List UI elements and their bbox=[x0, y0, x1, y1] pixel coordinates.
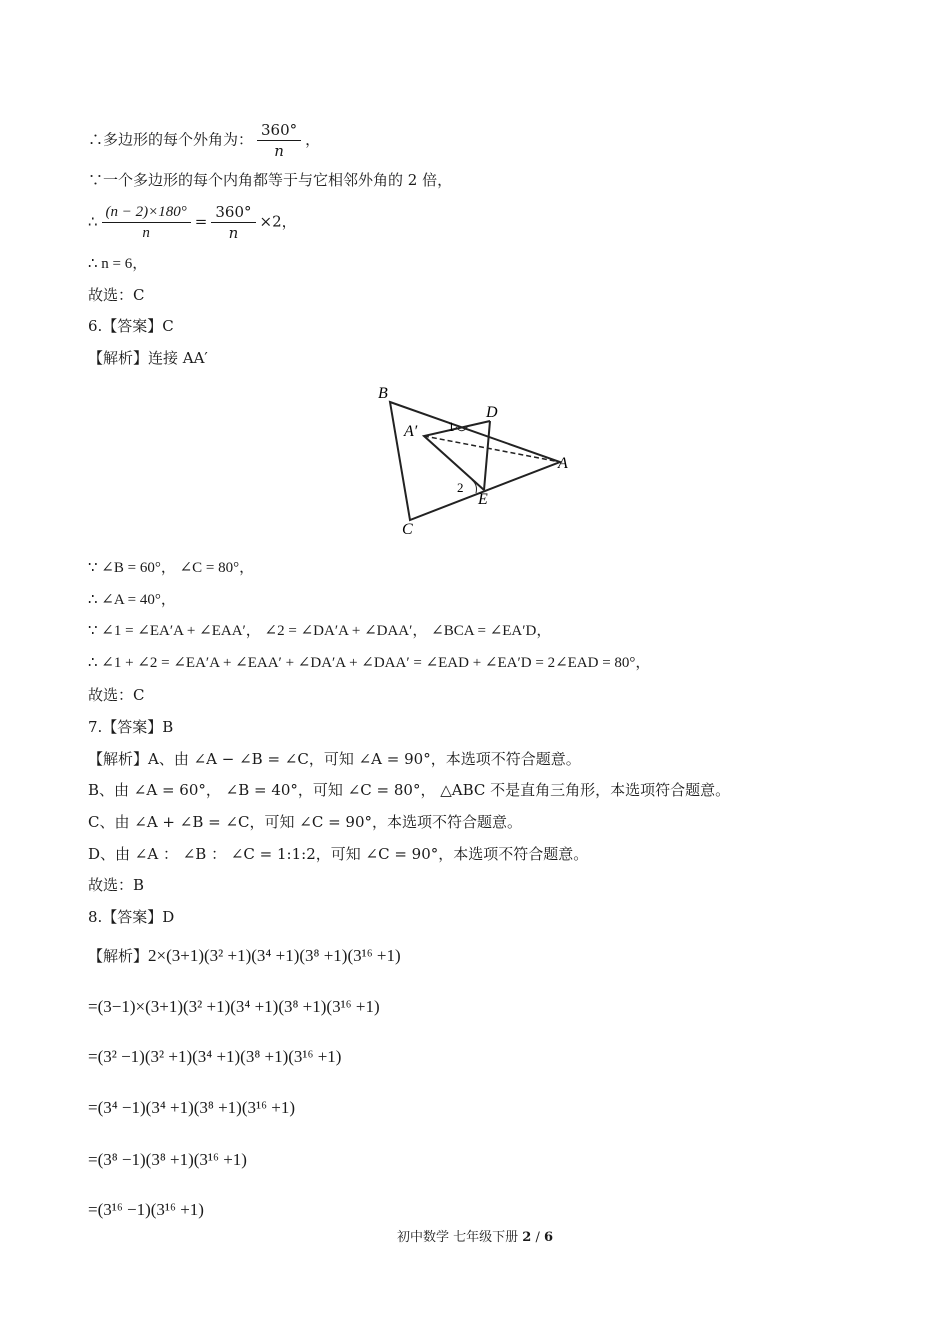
line-angle-sum: ∴ ∠1 + ∠2 = ∠EA′A + ∠EAA′ + ∠DA′A + ∠DAA′ = ∠EAD + ∠EA′D = 2∠EAD = 80°， bbox=[88, 655, 651, 671]
expression: 2×(3+1)(3² +1)(3⁴ +1)(3⁸ +1)(3¹⁶ +1) bbox=[148, 946, 401, 965]
numerator: 360° bbox=[257, 120, 301, 141]
line-choice-6: 故选：C bbox=[88, 686, 145, 704]
line-angle-a: ∴ ∠A = 40°， bbox=[88, 592, 176, 608]
line-step-1: =(3−1)×(3+1)(3² +1)(3⁴ +1)(3⁸ +1)(3¹⁶ +1) bbox=[88, 997, 380, 1016]
footer-page-number: 2 bbox=[522, 1230, 532, 1245]
footer-page-total: 6 bbox=[543, 1230, 554, 1245]
line-because: ∵一个多边形的每个内角都等于与它相邻外角的 2 倍， bbox=[88, 171, 453, 189]
analysis-label: 【解析】 bbox=[88, 947, 149, 965]
line-step-5: =(3¹⁶ −1)(3¹⁶ +1) bbox=[88, 1200, 204, 1219]
line-step-2: =(3² −1)(3² +1)(3⁴ +1)(3⁸ +1)(3¹⁶ +1) bbox=[88, 1047, 342, 1066]
footer-subject: 初中数学 七年级下册 bbox=[396, 1230, 519, 1245]
label-e: E bbox=[478, 491, 488, 508]
line-choice-7: 故选：B bbox=[88, 876, 145, 894]
therefore-symbol: ∴ bbox=[88, 212, 98, 231]
text: ∴多边形的每个外角为： bbox=[88, 130, 254, 149]
label-c: C bbox=[402, 521, 413, 538]
line-answer-6: 6.【答案】C bbox=[88, 317, 174, 335]
line-given-angles: ∵ ∠B = 60°， ∠C = 80°， bbox=[88, 560, 255, 576]
label-b: B bbox=[378, 385, 388, 402]
label-a: A bbox=[558, 455, 568, 472]
footer-separator: / bbox=[535, 1230, 540, 1245]
line-step-3: =(3⁴ −1)(3⁴ +1)(3⁸ +1)(3¹⁶ +1) bbox=[88, 1098, 296, 1117]
numerator: 360° bbox=[211, 202, 255, 223]
label-1: 1 bbox=[448, 419, 455, 434]
segment-aa-prime bbox=[424, 436, 560, 462]
equals: = bbox=[194, 212, 208, 231]
text: ， bbox=[305, 130, 321, 149]
segment-de bbox=[484, 421, 490, 490]
line-equation bbox=[88, 202, 297, 243]
label-2: 2 bbox=[457, 480, 464, 495]
numerator: (n − 2)×180° bbox=[102, 202, 191, 223]
denominator: n bbox=[228, 224, 239, 242]
line-analysis-7d: D、由 ∠A ： ∠B ： ∠C = 1:1:2，可知 ∠C = 90°，本选项不符合题意。 bbox=[88, 845, 589, 863]
text: ×2， bbox=[259, 212, 297, 231]
fraction bbox=[257, 120, 301, 161]
fraction-right bbox=[211, 202, 255, 243]
label-a-prime: A′ bbox=[404, 423, 418, 440]
line-choice-5: 故选：C bbox=[88, 286, 145, 304]
line-analysis-8 bbox=[88, 946, 401, 966]
fraction-left bbox=[102, 202, 191, 243]
line-answer-7: 7.【答案】B bbox=[88, 718, 174, 736]
triangle-figure bbox=[368, 380, 578, 540]
triangle-abc bbox=[390, 402, 560, 520]
line-n-result: ∴ n = 6， bbox=[88, 256, 148, 272]
page-footer bbox=[0, 1226, 950, 1245]
denominator: n bbox=[274, 142, 284, 160]
line-angle-relations: ∵ ∠1 = ∠EA′A + ∠EAA′， ∠2 = ∠DA′A + ∠DAA′， ∠BCA = ∠EA′D， bbox=[88, 623, 552, 639]
line-analysis-7b: B、由 ∠A = 60°， ∠B = 40°，可知 ∠C = 80°， △ABC 不是直角三角形，本选项符合题意。 bbox=[88, 781, 731, 799]
line-step-4: =(3⁸ −1)(3⁸ +1)(3¹⁶ +1) bbox=[88, 1150, 247, 1169]
line-analysis-7a: 【解析】A、由 ∠A − ∠B = ∠C，可知 ∠A = 90°，本选项不符合题意。 bbox=[88, 750, 581, 768]
line-exterior-angle bbox=[88, 120, 320, 161]
line-answer-8: 8.【答案】D bbox=[88, 908, 175, 926]
denominator: n bbox=[142, 225, 150, 241]
label-d: D bbox=[486, 404, 498, 421]
line-analysis-7c: C、由 ∠A + ∠B = ∠C，可知 ∠C = 90°，本选项不符合题意。 bbox=[88, 813, 522, 831]
line-analysis-6: 【解析】连接 AA′ bbox=[88, 349, 208, 367]
